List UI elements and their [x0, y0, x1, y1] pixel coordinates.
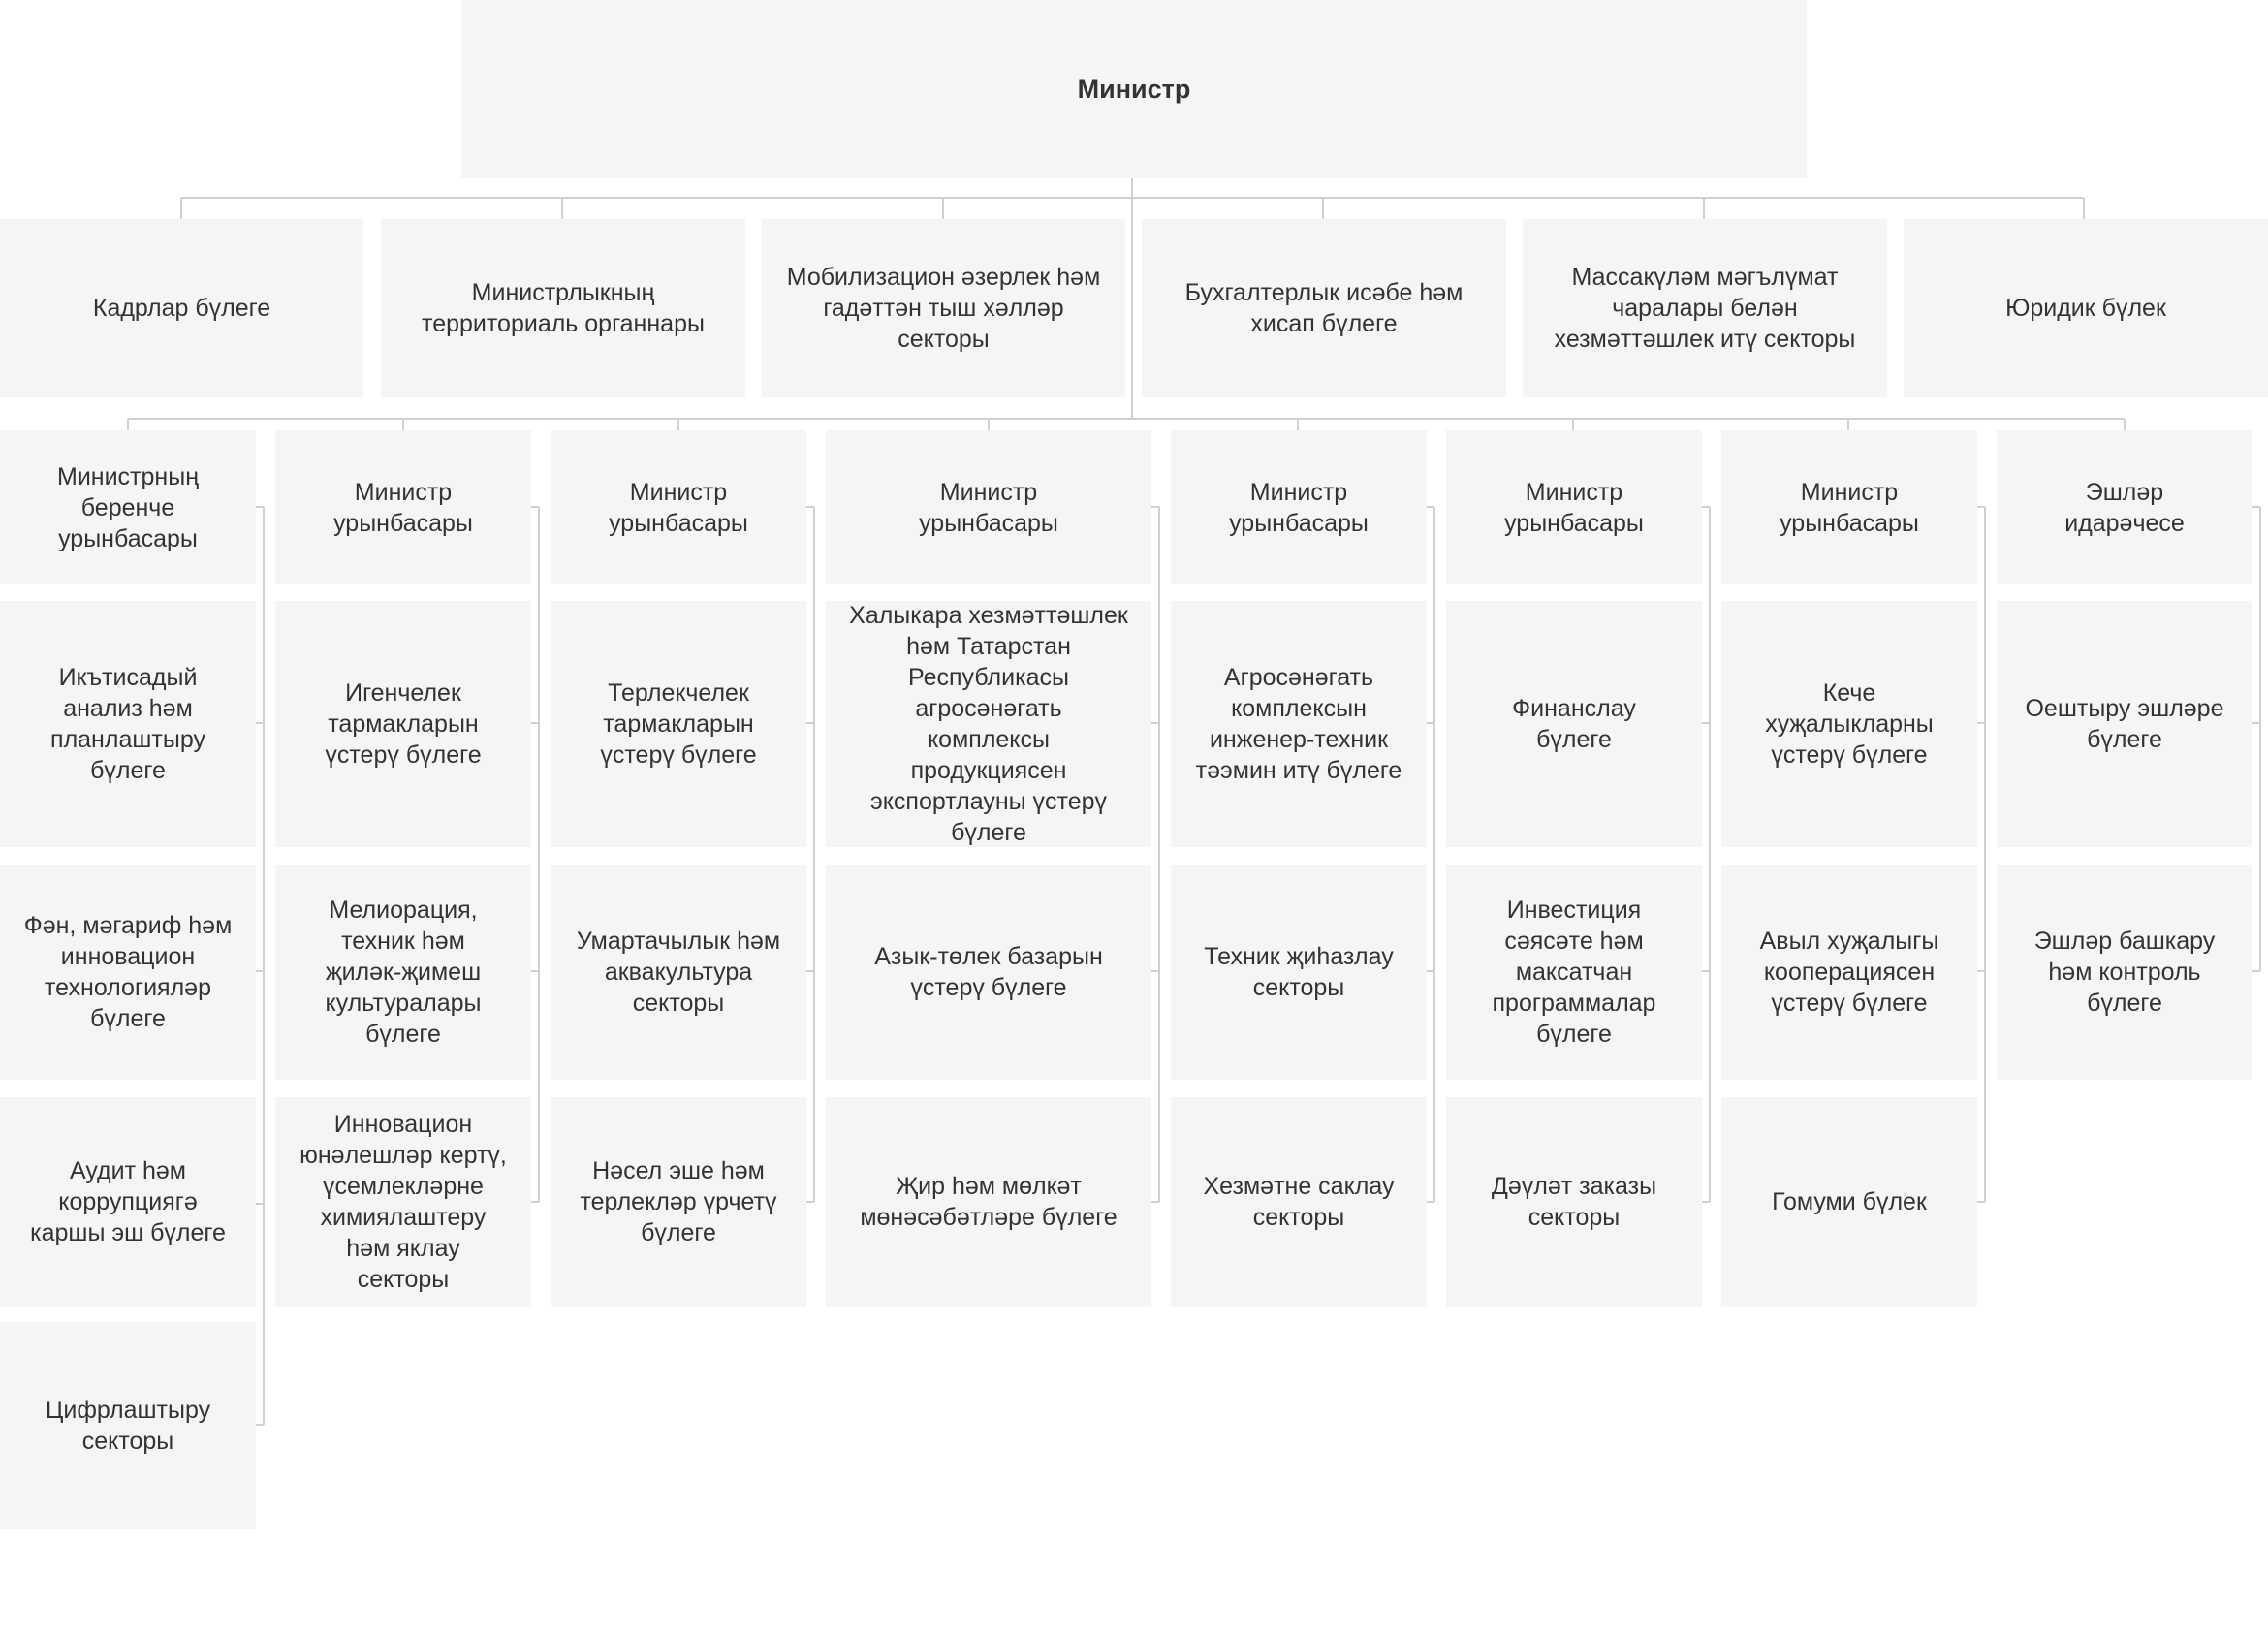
- deputy-box: Министр урынбасары: [1721, 430, 1977, 584]
- department-box-territorial-bodies: Министрлыкның территориаль органнары: [381, 219, 745, 397]
- deputy-box: Министр урынбасары: [826, 430, 1151, 584]
- deputy-box: Министр урынбасары: [275, 430, 531, 584]
- department-box-hr: Кадрлар бүлеге: [0, 219, 363, 397]
- unit-box: Җир һәм мөлкәт мөнәсәбәтләре бүлеге: [826, 1097, 1151, 1307]
- unit-box: Эшләр башкару һәм контроль бүлеге: [1997, 865, 2252, 1080]
- deputy-box: Министр урынбасары: [1446, 430, 1702, 584]
- minister-box: Министр: [461, 0, 1807, 178]
- unit-box: Авыл хуҗалыгы кооперациясен үстерү бүлеге: [1721, 865, 1977, 1080]
- unit-box: Аудит һәм коррупциягә каршы эш бүлеге: [0, 1097, 256, 1307]
- unit-box: Гомуми бүлек: [1721, 1097, 1977, 1307]
- unit-box: Оештыру эшләре бүлеге: [1997, 601, 2252, 847]
- unit-box: Хезмәтне саклау секторы: [1171, 1097, 1427, 1307]
- unit-box: Фән, мәгариф һәм инновацион технологияләр бүлеге: [0, 865, 256, 1080]
- unit-box: Инвестиция сәясәте һәм максатчан программалар бүлеге: [1446, 865, 1702, 1080]
- unit-box: Финанслау бүлеге: [1446, 601, 1702, 847]
- unit-box: Нәсел эше һәм терлекләр үрчетү бүлеге: [551, 1097, 806, 1307]
- unit-box: Терлекчелек тармакларын үстерү бүлеге: [551, 601, 806, 847]
- deputy-box-chief-of-staff: Эшләр идарәчесе: [1997, 430, 2252, 584]
- unit-box: Цифрлаштыру секторы: [0, 1322, 256, 1529]
- unit-box: Техник җиһазлау секторы: [1171, 865, 1427, 1080]
- unit-box: Икътисадый анализ һәм планлаштыру бүлеге: [0, 601, 256, 847]
- deputy-box-first: Министрның беренче урынбасары: [0, 430, 256, 584]
- department-box-media: Массакүләм мәгълүмат чаралары белән хезмәттәшлек итү секторы: [1523, 219, 1887, 397]
- department-box-mobilization: Мобилизацион әзерлек һәм гадәттән тыш хәлләр секторы: [762, 219, 1125, 397]
- unit-box: Игенчелек тармакларын үстерү бүлеге: [275, 601, 531, 847]
- unit-box: Умартачылык һәм аквакультура секторы: [551, 865, 806, 1080]
- unit-box: Мелиорация, техник һәм җиләк-җимеш культуралары бүлеге: [275, 865, 531, 1080]
- deputy-box: Министр урынбасары: [551, 430, 806, 584]
- unit-box: Дәүләт заказы секторы: [1446, 1097, 1702, 1307]
- department-box-accounting: Бухгалтерлык исәбе һәм хисап бүлеге: [1142, 219, 1506, 397]
- unit-box: Инновацион юнәлешләр кертү, үсемлекләрне химиялаштеру һәм яклау секторы: [275, 1097, 531, 1307]
- unit-box: Азык-төлек базарын үстерү бүлеге: [826, 865, 1151, 1080]
- deputy-box: Министр урынбасары: [1171, 430, 1427, 584]
- unit-box: Агросәнәгать комплексын инженер-техник тәэмин итү бүлеге: [1171, 601, 1427, 847]
- unit-box: Халыкара хезмәттәшлек һәм Татарстан Республикасы агросәнәгать комплексы продукциясен экспортлауны үстерү бүлеге: [826, 601, 1151, 847]
- department-box-legal: Юридик бүлек: [1904, 219, 2268, 397]
- unit-box: Кече хуҗалыкларны үстерү бүлеге: [1721, 601, 1977, 847]
